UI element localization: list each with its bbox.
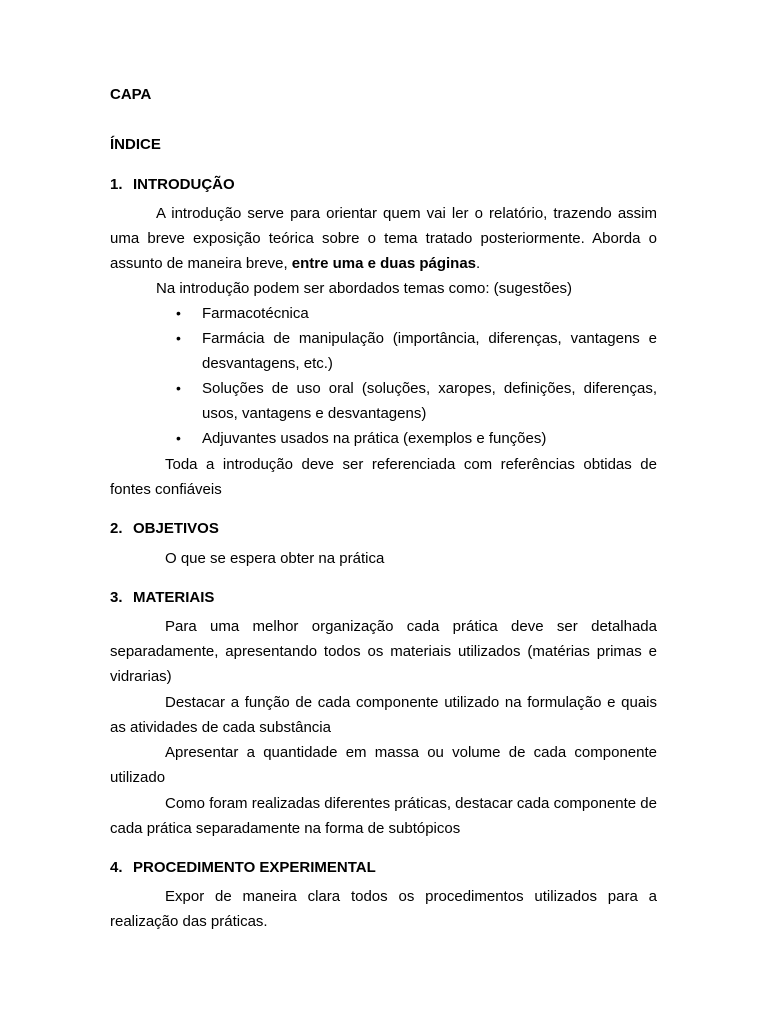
intro-text: A introdução serve para orientar quem vai ler o relatório, trazendo assim uma breve exposição teórica sobre o tema tratado posteriormente. Aborda o assunto de maneira breve, (110, 205, 657, 272)
procedimento-paragraph: Expor de maneira clara todos os procedimentos utilizados para a realização das práticas. (110, 888, 657, 930)
section-heading-materiais (110, 588, 214, 608)
section-heading-introducao (110, 175, 235, 195)
materiais-paragraph-2: Destacar a função de cada componente utilizado na formulação e quais as atividades de cada substância (110, 694, 657, 736)
heading-capa: CAPA (110, 86, 152, 103)
materiais-paragraph-3: Apresentar a quantidade em massa ou volume de cada componente utilizado (110, 744, 657, 786)
section-heading-objetivos (110, 519, 219, 539)
section-title: MATERIAIS (133, 589, 215, 606)
section-number: 4. (110, 859, 123, 876)
bullet-icon: • (176, 305, 181, 321)
intro-paragraph-1 (110, 201, 657, 276)
section-number: 1. (110, 176, 123, 193)
list-item: • Adjuvantes usados na prática (exemplos e funções) (110, 426, 657, 451)
section-title: OBJETIVOS (133, 520, 219, 537)
objetivos-paragraph: O que se espera obter na prática (165, 550, 385, 567)
list-item: • Soluções de uso oral (soluções, xaropes, definições, diferenças, usos, vantagens e desvantagens) (110, 376, 657, 426)
section-title: PROCEDIMENTO EXPERIMENTAL (133, 859, 376, 876)
materiais-paragraph-4: Como foram realizadas diferentes práticas, destacar cada componente de cada prática separadamente na forma de subtópicos (110, 795, 657, 837)
intro-bold-text: entre uma e duas páginas (291, 255, 477, 272)
materiais-paragraph-1: Para uma melhor organização cada prática deve ser detalhada separadamente, apresentando todos os materiais utilizados (matérias primas e vidrarias) (110, 618, 657, 685)
intro-bullet-list (110, 301, 657, 451)
list-item: • Farmácia de manipulação (importância, diferenças, vantagens e desvantagens, etc.) (110, 326, 657, 376)
intro-period: . (476, 255, 481, 272)
intro-paragraph-3: Toda a introdução deve ser referenciada com referências obtidas de fontes confiáveis (110, 456, 657, 498)
section-number: 2. (110, 520, 123, 537)
bullet-icon: • (176, 380, 181, 396)
section-title: INTRODUÇÃO (133, 176, 235, 193)
intro-paragraph-2: Na introdução podem ser abordados temas como: (sugestões) (156, 280, 573, 297)
section-heading-procedimento (110, 858, 376, 878)
heading-indice: ÍNDICE (110, 136, 161, 153)
list-item: • Farmacotécnica (110, 301, 657, 326)
bullet-icon: • (176, 330, 181, 346)
bullet-icon: • (176, 430, 181, 446)
section-number: 3. (110, 589, 123, 606)
